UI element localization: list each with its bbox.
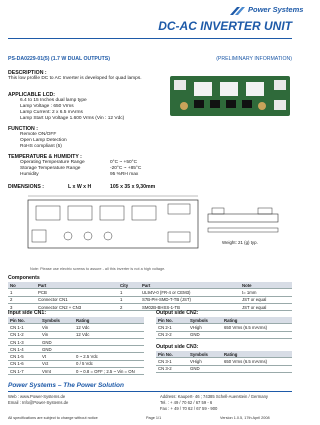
table-row <box>8 303 292 310</box>
table-cell: JST or equal <box>240 296 292 303</box>
col-header: Rating <box>74 317 144 324</box>
table-cell: CN 1-1 <box>8 324 40 331</box>
table-cell: GND <box>188 365 222 372</box>
col-header: Pin No. <box>156 317 188 324</box>
environment-heading: TEMPERATURE & HUMIDITY : <box>8 154 82 160</box>
col-header: No <box>8 282 36 289</box>
logo-text: Power Systems <box>248 5 304 14</box>
table-cell: 0 ~ 2.5 Vdc <box>74 353 144 360</box>
table-row <box>8 296 292 303</box>
table-cell: 2 <box>8 296 36 303</box>
table-cell: GND <box>40 346 74 353</box>
table-cell: 650 Vrms (6.5 mArms) <box>222 358 292 365</box>
table-cell: JST or equal <box>240 303 292 310</box>
table-cell <box>74 346 144 353</box>
col-header: Rating <box>222 317 292 324</box>
table-cell: UL94V-0 (FR-4 or CEM3) <box>140 289 240 296</box>
footer-web: Web : www.Power-Systems.de <box>8 394 66 399</box>
footer-rule <box>8 391 292 392</box>
table-cell: SM02B-BHSS-1-TB <box>140 303 240 310</box>
applicable-item: 6.4 to 15 Inches dual lamp type <box>20 98 87 103</box>
table-cell: CN 2-2 <box>156 331 188 338</box>
col-header: Symbols <box>188 317 222 324</box>
components-heading: Components <box>8 275 40 281</box>
function-item: Open Lamp Detection <box>20 138 67 143</box>
table-row <box>8 338 144 345</box>
table-cell: 1 <box>118 289 140 296</box>
table-cell: GND <box>188 331 222 338</box>
cn2-table <box>156 317 292 339</box>
col-header: Rating <box>222 351 292 358</box>
table-cell: CN 1-5 <box>8 353 40 360</box>
table-row <box>156 331 292 338</box>
col-header: Part <box>140 282 240 289</box>
table-cell: VHigh <box>188 324 222 331</box>
table-cell: Vct <box>40 360 74 367</box>
table-cell: CN 1-4 <box>8 346 40 353</box>
status-text: (PRELIMINARY INFORMATION) <box>216 56 292 62</box>
dimensions-value: 105 x 35 x 9,30mm <box>110 184 156 190</box>
footer-email: Email : Info@Power-Systems.de <box>8 400 69 405</box>
table-cell: Vt <box>40 353 74 360</box>
function-item: RoHS compliant (5) <box>20 144 62 149</box>
table-cell: CN 1-7 <box>8 368 40 375</box>
table-cell: 2 <box>118 303 140 310</box>
table-row <box>156 324 292 331</box>
cn1-heading: Input side CN1: <box>8 310 47 316</box>
product-photo <box>170 72 290 122</box>
applicable-item: Lamp Current: 2 x 6.5 mArms <box>20 110 83 115</box>
table-cell: 0 ~ 0.8 = OFF ; 2.5 ~ Vin = ON <box>74 368 144 375</box>
table-row <box>156 365 292 372</box>
description-heading: DESCRIPTION : <box>8 70 47 76</box>
table-cell: Vrmt <box>40 368 74 375</box>
footer-address: Address: Kaupert- 46 ; 74385 Schell-Auenstein / Germany <box>160 394 269 399</box>
table-cell: CN 1-6 <box>8 360 40 367</box>
function-item: Remote ON/OFF <box>20 132 57 137</box>
part-number-line <box>8 56 110 62</box>
cn1-table <box>8 317 144 375</box>
function-heading: FUNCTION : <box>8 126 38 132</box>
footer-brand: Power Systems – The Power Solution <box>8 382 124 389</box>
applicable-heading: APPLICABLE LCD: <box>8 92 55 98</box>
col-header: Note <box>240 282 292 289</box>
table-cell: 650 Vrms (6.5 mArms) <box>222 324 292 331</box>
table-row <box>8 360 144 367</box>
table-row <box>156 358 292 365</box>
table-header-row <box>8 282 292 289</box>
table-cell: VHigh <box>188 358 222 365</box>
footer-fax: Fax : + 49 / 70 62 / 67 59 - 900 <box>160 406 218 411</box>
table-row <box>8 368 144 375</box>
table-row <box>8 324 144 331</box>
part-number: PS-DA0229-01(5) <box>8 56 50 62</box>
table-cell: 1 <box>8 289 36 296</box>
table-cell: Vin <box>40 331 74 338</box>
table-row <box>8 331 144 338</box>
weight-label: Weight: 21 (g) typ. <box>222 240 258 245</box>
table-cell <box>222 331 292 338</box>
header-rule <box>8 38 292 39</box>
col-header: Symbols <box>40 317 74 324</box>
table-cell: t= 1mm <box>240 289 292 296</box>
col-header: Pin No. <box>8 317 40 324</box>
table-cell: CN 3-1 <box>156 358 188 365</box>
description-text: This low profile DC to AC Inverter is developed for quad lamps. <box>8 76 142 81</box>
applicable-item: Lamp Start Up Voltage 1.600 Vrms (Vin : 12 Vdc) <box>20 116 125 121</box>
table-cell: S7B-PH-SMD-T-TB (JST) <box>140 296 240 303</box>
table-cell: Vin <box>40 324 74 331</box>
env-label: Humidity <box>20 172 39 177</box>
table-cell <box>222 365 292 372</box>
dimensions-heading: DIMENSIONS : <box>8 184 45 190</box>
table-row <box>8 353 144 360</box>
table-cell: 12 Vdc <box>74 324 144 331</box>
col-header: Part <box>36 282 118 289</box>
table-cell: CN 1-2 <box>8 331 40 338</box>
dimensions-label: L x W x H <box>68 184 92 190</box>
table-cell: CN 1-3 <box>8 338 40 345</box>
footer-notice: All specifications are subject to change without notice <box>8 416 98 420</box>
cn3-table <box>156 351 292 373</box>
env-value: -20°C ~ +85°C <box>110 166 142 171</box>
table-cell: 0 / 5 Vdc <box>74 360 144 367</box>
table-row <box>8 289 292 296</box>
table-header-row <box>8 317 144 324</box>
components-table <box>8 282 292 311</box>
table-cell: Connector CN2 + CN3 <box>36 303 118 310</box>
env-value: 95 %RH max <box>110 172 139 177</box>
table-cell: Connector CN1 <box>36 296 118 303</box>
table-cell: CN 2-1 <box>156 324 188 331</box>
applicable-item: Lamp Voltage : 650 Vrms <box>20 104 74 109</box>
cn2-heading: Output side CN2: <box>156 310 199 316</box>
table-cell: CN 3-2 <box>156 365 188 372</box>
mechanical-drawing <box>8 194 292 256</box>
table-header-row <box>156 351 292 358</box>
table-cell: GND <box>40 338 74 345</box>
col-header: City <box>118 282 140 289</box>
col-header: Symbols <box>188 351 222 358</box>
env-label: Operating Temperature Range <box>20 160 85 165</box>
page-title: DC-AC INVERTER UNIT <box>158 19 292 33</box>
env-label: Storage Temperature Range <box>20 166 81 171</box>
cn3-heading: Output side CN3: <box>156 344 199 350</box>
footer-tel: Tel. : + 49 / 70 62 / 67 59 - 6 <box>160 400 213 405</box>
footer-version: Version 1.0.5, 17th April 2008 <box>220 416 270 420</box>
table-cell: PCB <box>36 289 118 296</box>
table-cell: 1 <box>118 296 140 303</box>
env-value: 0°C ~ +50°C <box>110 160 138 165</box>
table-header-row <box>156 317 292 324</box>
drawing-note: Note: Please use electric screws to assure - all this inverter is not a high voltage. <box>30 267 166 271</box>
table-cell: 12 Vdc <box>74 331 144 338</box>
table-cell: 3 <box>8 303 36 310</box>
table-row <box>8 346 144 353</box>
table-cell <box>74 338 144 345</box>
col-header: Pin No. <box>156 351 188 358</box>
part-note: (1.7 W DUAL OUTPUTS) <box>50 56 110 62</box>
footer-page: Page 1/1 <box>146 416 162 420</box>
